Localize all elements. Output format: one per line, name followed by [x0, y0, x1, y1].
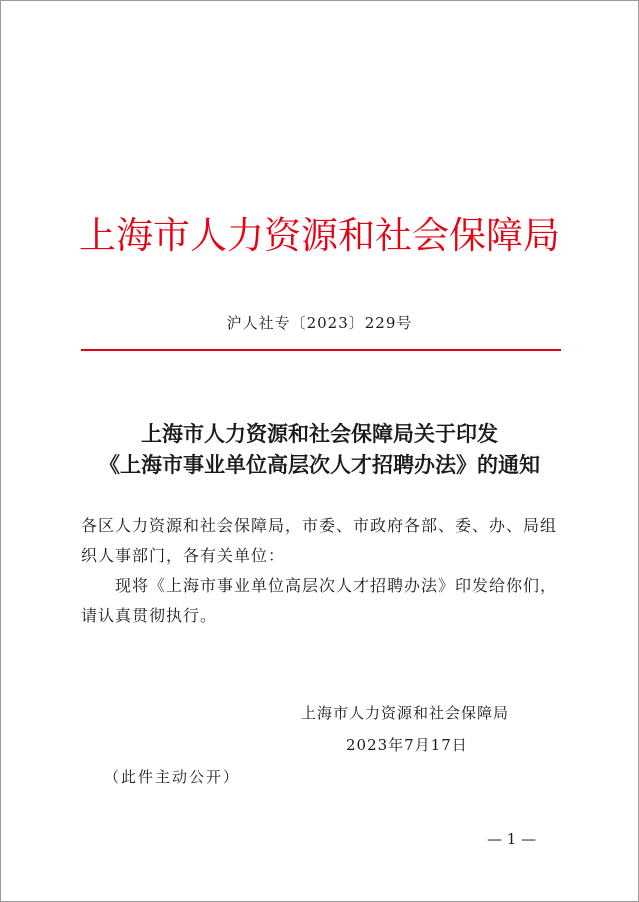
content-line-2: 请认真贯彻执行。 — [81, 606, 218, 625]
notice-title-line-1: 上海市人力资源和社会保障局关于印发 — [141, 421, 498, 446]
signature-date: 2023年7月17日 — [346, 736, 468, 754]
notice-title-line-2: 《上海市事业单位高层次人才招聘办法》的通知 — [99, 452, 540, 477]
red-divider-line — [81, 349, 561, 351]
addressee-line-1: 各区人力资源和社会保障局，市委、市政府各部、委、办、局组 — [81, 516, 558, 535]
notice-title — [1, 418, 638, 480]
disclosure-note: （此件主动公开） — [104, 768, 241, 786]
content-paragraph — [81, 571, 561, 631]
content-line-1: 现将《上海市事业单位高层次人才招聘办法》印发给你们， — [115, 576, 558, 595]
signature-organization: 上海市人力资源和社会保障局 — [301, 704, 510, 722]
page-number: — 1 — — [487, 830, 537, 848]
document-number: 沪人社专〔2023〕229号 — [226, 314, 413, 332]
addressee-line-2: 织人事部门，各有关单位： — [81, 546, 286, 565]
issuer-title: 上海市人力资源和社会保障局 — [79, 214, 560, 257]
addressee-paragraph — [81, 511, 561, 571]
